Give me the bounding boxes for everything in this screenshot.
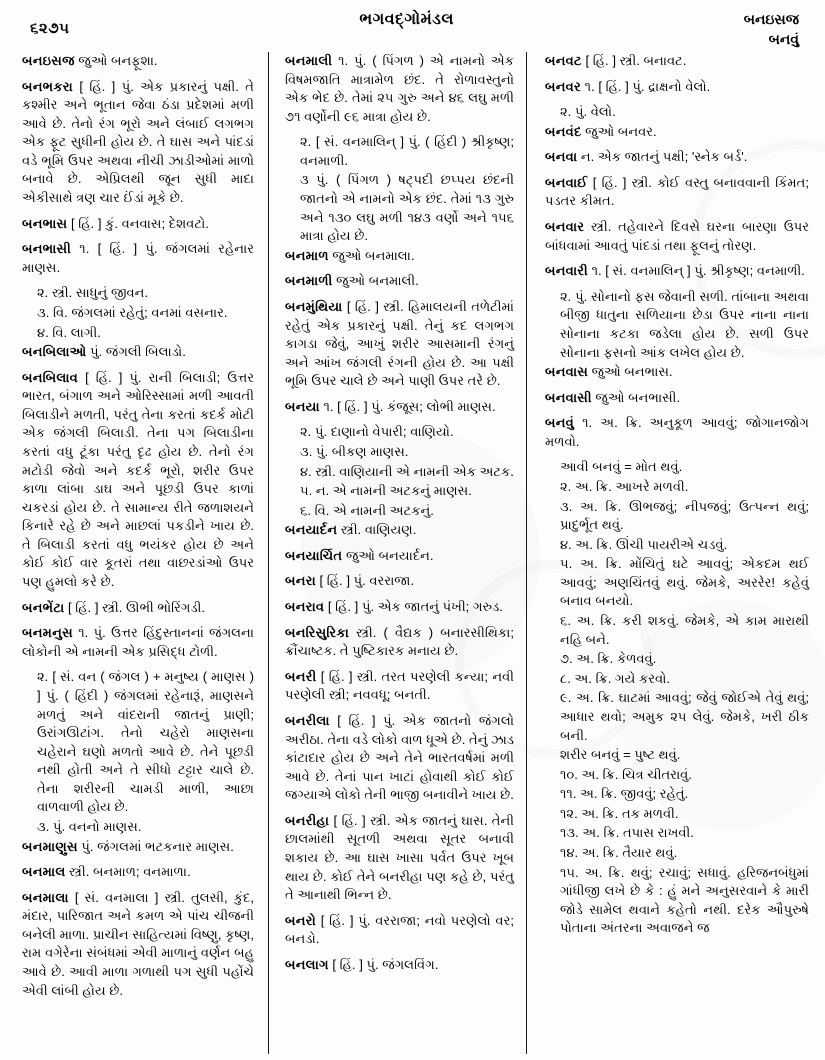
entry-sense: ૨. [ સં. વનમાલિન્ ] પું. ( હિંદી ) શ્રીકૃષ્ણ; વનમાળી. bbox=[300, 134, 514, 168]
entry-definition: ૧. [ હિં. ] પું. દ્રાક્ષનો વેલો. bbox=[581, 78, 711, 94]
entry-headword: બનરીલા bbox=[285, 712, 330, 728]
column-2 bbox=[268, 52, 526, 1054]
entry-headword: બનરાવ bbox=[285, 599, 325, 615]
entry-definition: ૧. પું. ઉત્તર હિંદુસ્તાનનાં જંગલના લોકોની એ નામની એક પ્રસિદ્ધ ટોળી. bbox=[22, 625, 254, 659]
entry-sense: ૧૪. અ. ક્રિ. તૈયાર થવું. bbox=[560, 844, 678, 860]
entry-definition: [ હિં. ] સ્ત્રી. તરત પરણેલી કન્યા; નવી પરણેલી સ્ત્રી; નવવધૂ; બનતી. bbox=[285, 668, 514, 703]
page-folio-number: ૬૨૭૫ bbox=[30, 20, 70, 37]
entry-definition: [ હિં. ] પું. એક જાતનું પંખી; ગરુડ. bbox=[324, 599, 503, 615]
dictionary-entry bbox=[22, 240, 254, 277]
dictionary-entry bbox=[545, 123, 809, 142]
dictionary-entry bbox=[285, 572, 514, 591]
dictionary-entry bbox=[545, 174, 809, 211]
guideword-first: બનઇસજ bbox=[743, 11, 799, 27]
entry-headword: બનમુંથિયા bbox=[285, 298, 343, 314]
entry-headword: બનવાસી bbox=[545, 389, 592, 405]
entry-headword: બનવંદ bbox=[545, 123, 582, 139]
entry-headword: બનમાળી bbox=[285, 273, 333, 289]
entry-headword: બનભેંટા bbox=[22, 599, 65, 615]
entry-sense: ૧૧. અ. ક્રિ. જીવવું; રહેતું. bbox=[560, 786, 689, 802]
running-head-guidewords bbox=[744, 8, 799, 50]
dictionary-title: ભગવદ્ગોમંડલ bbox=[359, 11, 454, 28]
entry-headword: બનયા bbox=[285, 398, 320, 414]
entry-definition: [ હિં. ] સ્ત્રી. કોઈ વસ્તુ બનાવવાની કિંમત; પડતર કીમત. bbox=[545, 174, 809, 209]
entry-definition: જુઓ બનયાર્દન. bbox=[342, 547, 434, 563]
entry-headword: બનરિસુરિકા bbox=[285, 624, 349, 640]
entry-sense: ૪. અ. ક્રિ. ઊંચી પાયરીએ ચડવું. bbox=[560, 536, 728, 552]
entry-headword: બનબિલાઓ bbox=[22, 344, 87, 360]
dictionary-entry bbox=[285, 668, 514, 705]
entry-definition: [ હિં. ] પું. વરરાજા; નવો પરણેલો વર; બનડો. bbox=[285, 912, 514, 947]
dictionary-entry bbox=[22, 624, 254, 661]
dictionary-entry bbox=[545, 262, 809, 281]
dictionary-entry bbox=[285, 521, 514, 540]
dictionary-entry bbox=[285, 272, 514, 291]
entry-headword: બનયાર્ચિત bbox=[285, 547, 343, 563]
entry-definition: [ હિં. ] પું. જંગલવિંગ. bbox=[328, 956, 439, 972]
entry-sense: ૮. અ. ક્રિ. ગયે કરવો. bbox=[560, 670, 671, 686]
guideword-last: બનવું bbox=[768, 31, 799, 48]
entry-definition: જુઓ બનભાસી. bbox=[591, 389, 681, 405]
entry-sense: ૧૫. અ. ક્રિ. થવું; રચાવું; સધાવું. હરિજનબંધુમાં ગાંધીજી લખે છે કે : હું મને અનુસરવાને કે મારી જોડે સામેલ થવાને કહેતો નથી. દરેક ઔપુરુષે પોતાના અંતરના અવાજને જ bbox=[560, 864, 809, 936]
dictionary-entry bbox=[545, 52, 809, 71]
entry-sense: ૨. પું. સોનાનો ફસ જેવાની સળી. તાંબાના અથવા બીજી ધાતુના સળિયાના છેડા ઉપર નાના નાના સોનાના કટકા જડેલા હોય છે. સળી ઉપર સોનાના ફસનો આંક લખેલ હોય છે. bbox=[560, 288, 809, 360]
dictionary-entry bbox=[285, 712, 514, 805]
entry-definition: જુઓ બનમાલા. bbox=[328, 247, 415, 263]
entry-definition: પું. જંગલમાં ભટકનાર માણસ. bbox=[77, 838, 234, 854]
entry-definition: [ હિં. ] પું. એક પ્રકારનું પક્ષી. તે કશ્મીર અને ભૂતાન જેવા ઠંડા પ્રદેશમાં મળી આવે છે. તેનો રંગ ભૂરો અને લંબાઈ લગભગ એક ફૂટ સુધીની હોય છે. તે ઘાસ અને પાંદડાં વડે ભૂમિ ઉપર અથવા નીચી ઝાડીઓમાં માળો બનાવે છે. એપ્રિલથી જૂન સુધી માદા એકીસાથે ત્રણ ચાર ઈંડાં મૂકે છે. bbox=[22, 78, 254, 206]
entry-definition: સ્ત્રી. તહેવારને દિવસે ઘરના બારણા ઉપર બાંધવામાં આવતું પાંદડાં તથા ફૂલનું તોરણ. bbox=[545, 219, 809, 253]
entry-sense: ૪. સ્ત્રી. વાણિયાની એ નામની એક અટક. bbox=[300, 463, 514, 479]
entry-sense: ૫. અ. ક્રિ. મોંચિતું ઘટે આવવું; એકદમ થઈ આવવું; અણચિંતવું થવું. જેમકે, અરરેર! કહેવું બનાવ બનયો. bbox=[560, 556, 809, 609]
entry-definition: ૧. [ હિં. ] પું. જંગલમાં રહેનાર માણસ. bbox=[22, 241, 254, 275]
dictionary-entry bbox=[22, 838, 254, 857]
entry-headword: બનઇસજ bbox=[22, 53, 75, 68]
entry-definition: પું. જંગલી બિલાડો. bbox=[86, 344, 186, 360]
entry-definition: [ હિં. ] પું. એક જાતનો જંગલો અરીઠા. તેના વડે લોકો વાળ ધૂએ છે. તેનું ઝાડ કાંટાદાર હોય છે અને તેને ભારતવર્ષમાં મળી આવે છે. તેનાં પાન ખાટાં હોવાથી કોઈ કોઈ જગ્યાએ લોકો તેની ભાજી બનાવીને ખાય છે. bbox=[285, 712, 514, 803]
entry-sense: ૧૨. અ. ક્રિ. તક મળવી. bbox=[560, 805, 679, 821]
entry-headword: બનભાસ bbox=[22, 215, 68, 231]
entry-definition: જુઓ બનમાલી. bbox=[332, 273, 419, 289]
entry-sense: ૬. વિ. એ નામની અટકનું. bbox=[300, 502, 434, 518]
dictionary-entry bbox=[285, 912, 514, 949]
entry-definition: [ હિં. ] સ્ત્રી. હિમાલયની તળેટીમાં રહેતું એક પ્રકારનું પક્ષી. તેનું કદ લગભગ કાગડા જેવું, આખું શરીર આસમાની રંગનું અને આંખ જંગલી રંગની હોય છે. આ પક્ષી ભૂમિ ઉપર ચાલે છે અને પાણી ઉપર તરે છે. bbox=[285, 298, 514, 389]
entry-sense: ૩. અ. ક્રિ. ઊભજવું; નીપજવું; ઉત્પન્ન થવું; પ્રાદુર્ભૂત થવું. bbox=[560, 498, 809, 533]
dictionary-entry bbox=[22, 599, 254, 618]
entry-definition: ૧. [ સં. વનમાલિન્ ] પું. શ્રીકૃષ્ણ; વનમાળી. bbox=[587, 263, 805, 279]
dictionary-entry bbox=[545, 363, 809, 382]
entry-definition: [ હિં. ] સ્ત્રી. બનાવટ. bbox=[581, 53, 687, 68]
dictionary-entry bbox=[22, 863, 254, 882]
entry-sense: ૯. અ. ક્રિ. ઘાટમાં આવવું; જેવું જોઈએ તેવું થવું; આધાર થવો; અમુક ૨૫ લેવું. જેમકે, ખરી ઠીક બની. bbox=[560, 690, 809, 743]
entry-definition: [ હિં. ] સ્ત્રી. ઊભી ભોરિંગડી. bbox=[64, 599, 206, 615]
dictionary-entry bbox=[285, 52, 514, 126]
entry-headword: બનરી bbox=[285, 668, 317, 684]
entry-headword: બનરો bbox=[285, 912, 316, 928]
dictionary-entry bbox=[285, 398, 514, 417]
dictionary-entry bbox=[285, 956, 514, 975]
dictionary-entry bbox=[285, 812, 514, 905]
dictionary-entry bbox=[285, 547, 514, 566]
entry-headword: બનભાસી bbox=[22, 241, 72, 257]
entry-sense: ૪. વિ. લાગી. bbox=[37, 324, 101, 340]
entry-headword: બનમાલા bbox=[22, 889, 69, 905]
entry-headword: બનમાણુસ bbox=[22, 838, 78, 854]
entry-sense: શરીર બનવું = પુષ્ટ થવું. bbox=[560, 747, 681, 763]
text-columns bbox=[0, 52, 825, 1054]
dictionary-entry bbox=[22, 369, 254, 592]
entry-sense: ૧૦. અ. ક્રિ. ચિત્ર ચીતરાવું. bbox=[560, 766, 692, 782]
dictionary-entry bbox=[545, 78, 809, 97]
entry-headword: બનવું bbox=[545, 415, 575, 431]
entry-headword: બનવાઈ bbox=[545, 174, 588, 190]
entry-definition: [ સં. વનમાલા ] સ્ત્રી. તુલસી, કુંદ, મંદાર, પારિજાત અને કમળ એ પાંચ ચીજની બનેલી માળા. પ્રાચીન સાહિત્યમાં વિષ્ણુ, કૃષ્ણ, રામ વગેરેના સંબંધમાં એવી માળાનું વર્ણન બહુ આવે છે. આવી માળા ગળાથી પગ સુધી પહોંચે એવી લાંબી હોય છે. bbox=[22, 889, 254, 998]
entry-sense: ૧૩. અ. ક્રિ. તપાસ રાખવી. bbox=[560, 825, 694, 841]
dictionary-entry bbox=[22, 889, 254, 1000]
entry-definition: ૧. પું. ( પિંગળ ) એ નામનો એક વિષમજાતિ માત્રામેળ છંદ. તે રોળાવસ્તુનો એક ભેદ છે. તેમાં ૨૫ ગુરુ અને ૪૬ લઘુ મળી ૭૧ વર્ણોની ૯૬ માત્રા હોય છે. bbox=[285, 53, 514, 124]
dictionary-entry bbox=[545, 414, 809, 451]
entry-sense: ૨. અ. ક્રિ. આખરે મળવી. bbox=[560, 478, 689, 494]
entry-sense: ૨. પું. દાણાનો વેપારી; વાણિયો. bbox=[300, 424, 454, 440]
entry-headword: બનમાલ bbox=[22, 864, 66, 880]
entry-definition: [ હિં. ] કું. વનવાસ; દેશવટો. bbox=[67, 215, 209, 231]
dictionary-entry bbox=[545, 148, 809, 167]
entry-headword: બનવર bbox=[545, 78, 581, 94]
dictionary-entry bbox=[285, 247, 514, 266]
entry-headword: બનવટ bbox=[545, 53, 582, 68]
dictionary-entry bbox=[285, 598, 514, 617]
dictionary-entry bbox=[545, 389, 809, 408]
column-3 bbox=[526, 52, 825, 1054]
entry-definition: ન. એક જાતનું પક્ષી; 'સ્નેક બર્ડ'. bbox=[577, 149, 748, 165]
entry-definition: સ્ત્રી. ( વૈદ્યક ) બનારસીથિકા; ક્રૌંચાષ્ટક. તે પુષ્ટિકારક મનાય છે. bbox=[285, 624, 514, 659]
entry-sense: ૬. અ. ક્રિ. કરી શકવું. જેમકે, એ કામ મારાથી નહિ બને. bbox=[560, 613, 809, 647]
entry-definition: જુઓ બનવર. bbox=[581, 123, 657, 139]
entry-headword: બનમાળ bbox=[285, 247, 329, 263]
entry-sense: ૩. પું. વનનો માણસ. bbox=[37, 818, 142, 834]
entry-definition: જુઓ બનફૂશા. bbox=[74, 53, 158, 68]
entry-sense: ૨. પું. વેલો. bbox=[560, 104, 616, 120]
entry-sense: ૩. વિ. જંગલમાં રહેતું; વનમાં વસનાર. bbox=[37, 304, 228, 320]
dictionary-entry bbox=[545, 218, 809, 255]
entry-headword: બનરીહા bbox=[285, 812, 330, 828]
dictionary-entry bbox=[285, 298, 514, 391]
entry-definition: ૧. અ. ક્રિ. અનુકૂળ આવવું; જોગાનજોગ મળવો. bbox=[545, 415, 809, 449]
entry-definition: [ હિં. ] પું. રાની બિલાડી; ઉત્તર ભારત, બંગાળ અને ઓરિસ્સામાં મળી આવતી બિલાડીને મળતી, પરંતુ તેના કરતાં કદર્ક મોટી એક જંગલી બિલાડી. તેના પગ બિલાડીના કરતાં વધુ ટૂંકા પરંતુ દૃઢ હોય છે. તેનો રંગ મટોડી જેવો અને કદર્ક ભૂરો, શરીર ઉપર કાળા લાંબા ડાઘ અને પૂછડી ઉપર કાળાં ચકરડાં હોય છે. તે સામાન્ય રીતે જળાશયને કિનારે રહે છે અને માછલાં પકડીને ખાય છે. તે બિલાડી કરતાં વધુ ભયંકર હોય છે અને કોઈ કોઈ વાર કૂતરાં તથા વાછરડાંઓ ઉપર પણ હુમલો કરે છે. bbox=[22, 369, 254, 590]
entry-sense: ૩. પું. બીકણ માણસ. bbox=[300, 443, 409, 459]
entry-headword: બનવાસ bbox=[545, 364, 589, 380]
entry-sense: ૩ પું. ( પિંગળ ) ષટ્પદી છપ્પય છંદની જાતનો એ નામનો એક છંદ. તેમાં ૧૩ ગુરુ અને ૧૩૦ લઘુ મળી ૧૪૩ વર્ણો અને ૧૫૬ માત્રા હોય છે. bbox=[300, 172, 514, 244]
entry-headword: બનવા bbox=[545, 149, 578, 165]
entry-sense: ૨. સ્ત્રી. સાધુનું જીવન. bbox=[37, 285, 149, 301]
entry-definition: સ્ત્રી. વાણિયણ. bbox=[337, 522, 417, 538]
entry-sense: આવી બનવું = મોત થવું. bbox=[560, 459, 683, 475]
entry-definition: [ હિં. ] સ્ત્રી. એક જાતનું ઘાસ. તેની છાલમાંથી સૂતળી અથવા સૂતર બનાવી શકાય છે. આ ઘાસ ખાસા પર્વત ઉપર ખૂબ થાય છે. કોઈ તેને બનરીહા પણ કહે છે, પરંતુ તે આનાથી ભિન્ન છે. bbox=[285, 812, 514, 903]
entry-headword: બનરા bbox=[285, 573, 316, 589]
entry-definition: [ હિં. ] પું. વરરાજા. bbox=[315, 573, 415, 589]
entry-headword: બનબિલાવ bbox=[22, 369, 79, 385]
entry-headword: બનલાગ bbox=[285, 956, 329, 972]
dictionary-entry bbox=[22, 78, 254, 208]
entry-headword: બનમાલી bbox=[285, 53, 333, 68]
dictionary-entry bbox=[22, 52, 254, 71]
dictionary-entry bbox=[22, 215, 254, 234]
entry-sense: ૨. [ સં. વન ( જંગલ ) + મનુષ્ય ( માણસ ) ] પું. ( હિંદી ) જંગલમાં રહેનારૂં, માણસને મળતું અને વાંદરાની જાતનું પ્રાણી; ઉરાંગઊટાંગ. તેનો ચહેરો માણસના ચહેરાને ઘણો મળતો આવે છે. તેને પૂછડી નથી હોતી અને તે સીધો ટટ્ટાર ચાલે છે. તેના શરીરની ચામડી માળી, આછા વાળવાળી હોય છે. bbox=[37, 669, 254, 815]
entry-headword: બનમનુસ bbox=[22, 625, 73, 641]
entry-headword: બનવારી bbox=[545, 263, 588, 279]
dictionary-entry bbox=[285, 624, 514, 661]
running-head bbox=[0, 8, 825, 54]
entry-definition: જુઓ બનભાસ. bbox=[588, 364, 673, 380]
entry-sense: ૫. ન. એ નામની અટકનું માણસ. bbox=[300, 483, 472, 499]
entry-definition: ૧. [ હિં. ] પું. કંજૂસ; લોભી માણસ. bbox=[319, 398, 496, 414]
entry-sense: ૭. અ. ક્રિ. કેળવવું. bbox=[560, 651, 657, 667]
entry-definition: સ્ત્રી. બનમાળ; વનમાળા. bbox=[65, 864, 191, 880]
dictionary-entry bbox=[22, 343, 254, 362]
entry-headword: બનયાર્દન bbox=[285, 522, 338, 538]
entry-headword: બનવાર bbox=[545, 219, 585, 235]
column-1 bbox=[0, 52, 268, 1054]
entry-headword: બનભકરા bbox=[22, 78, 73, 94]
